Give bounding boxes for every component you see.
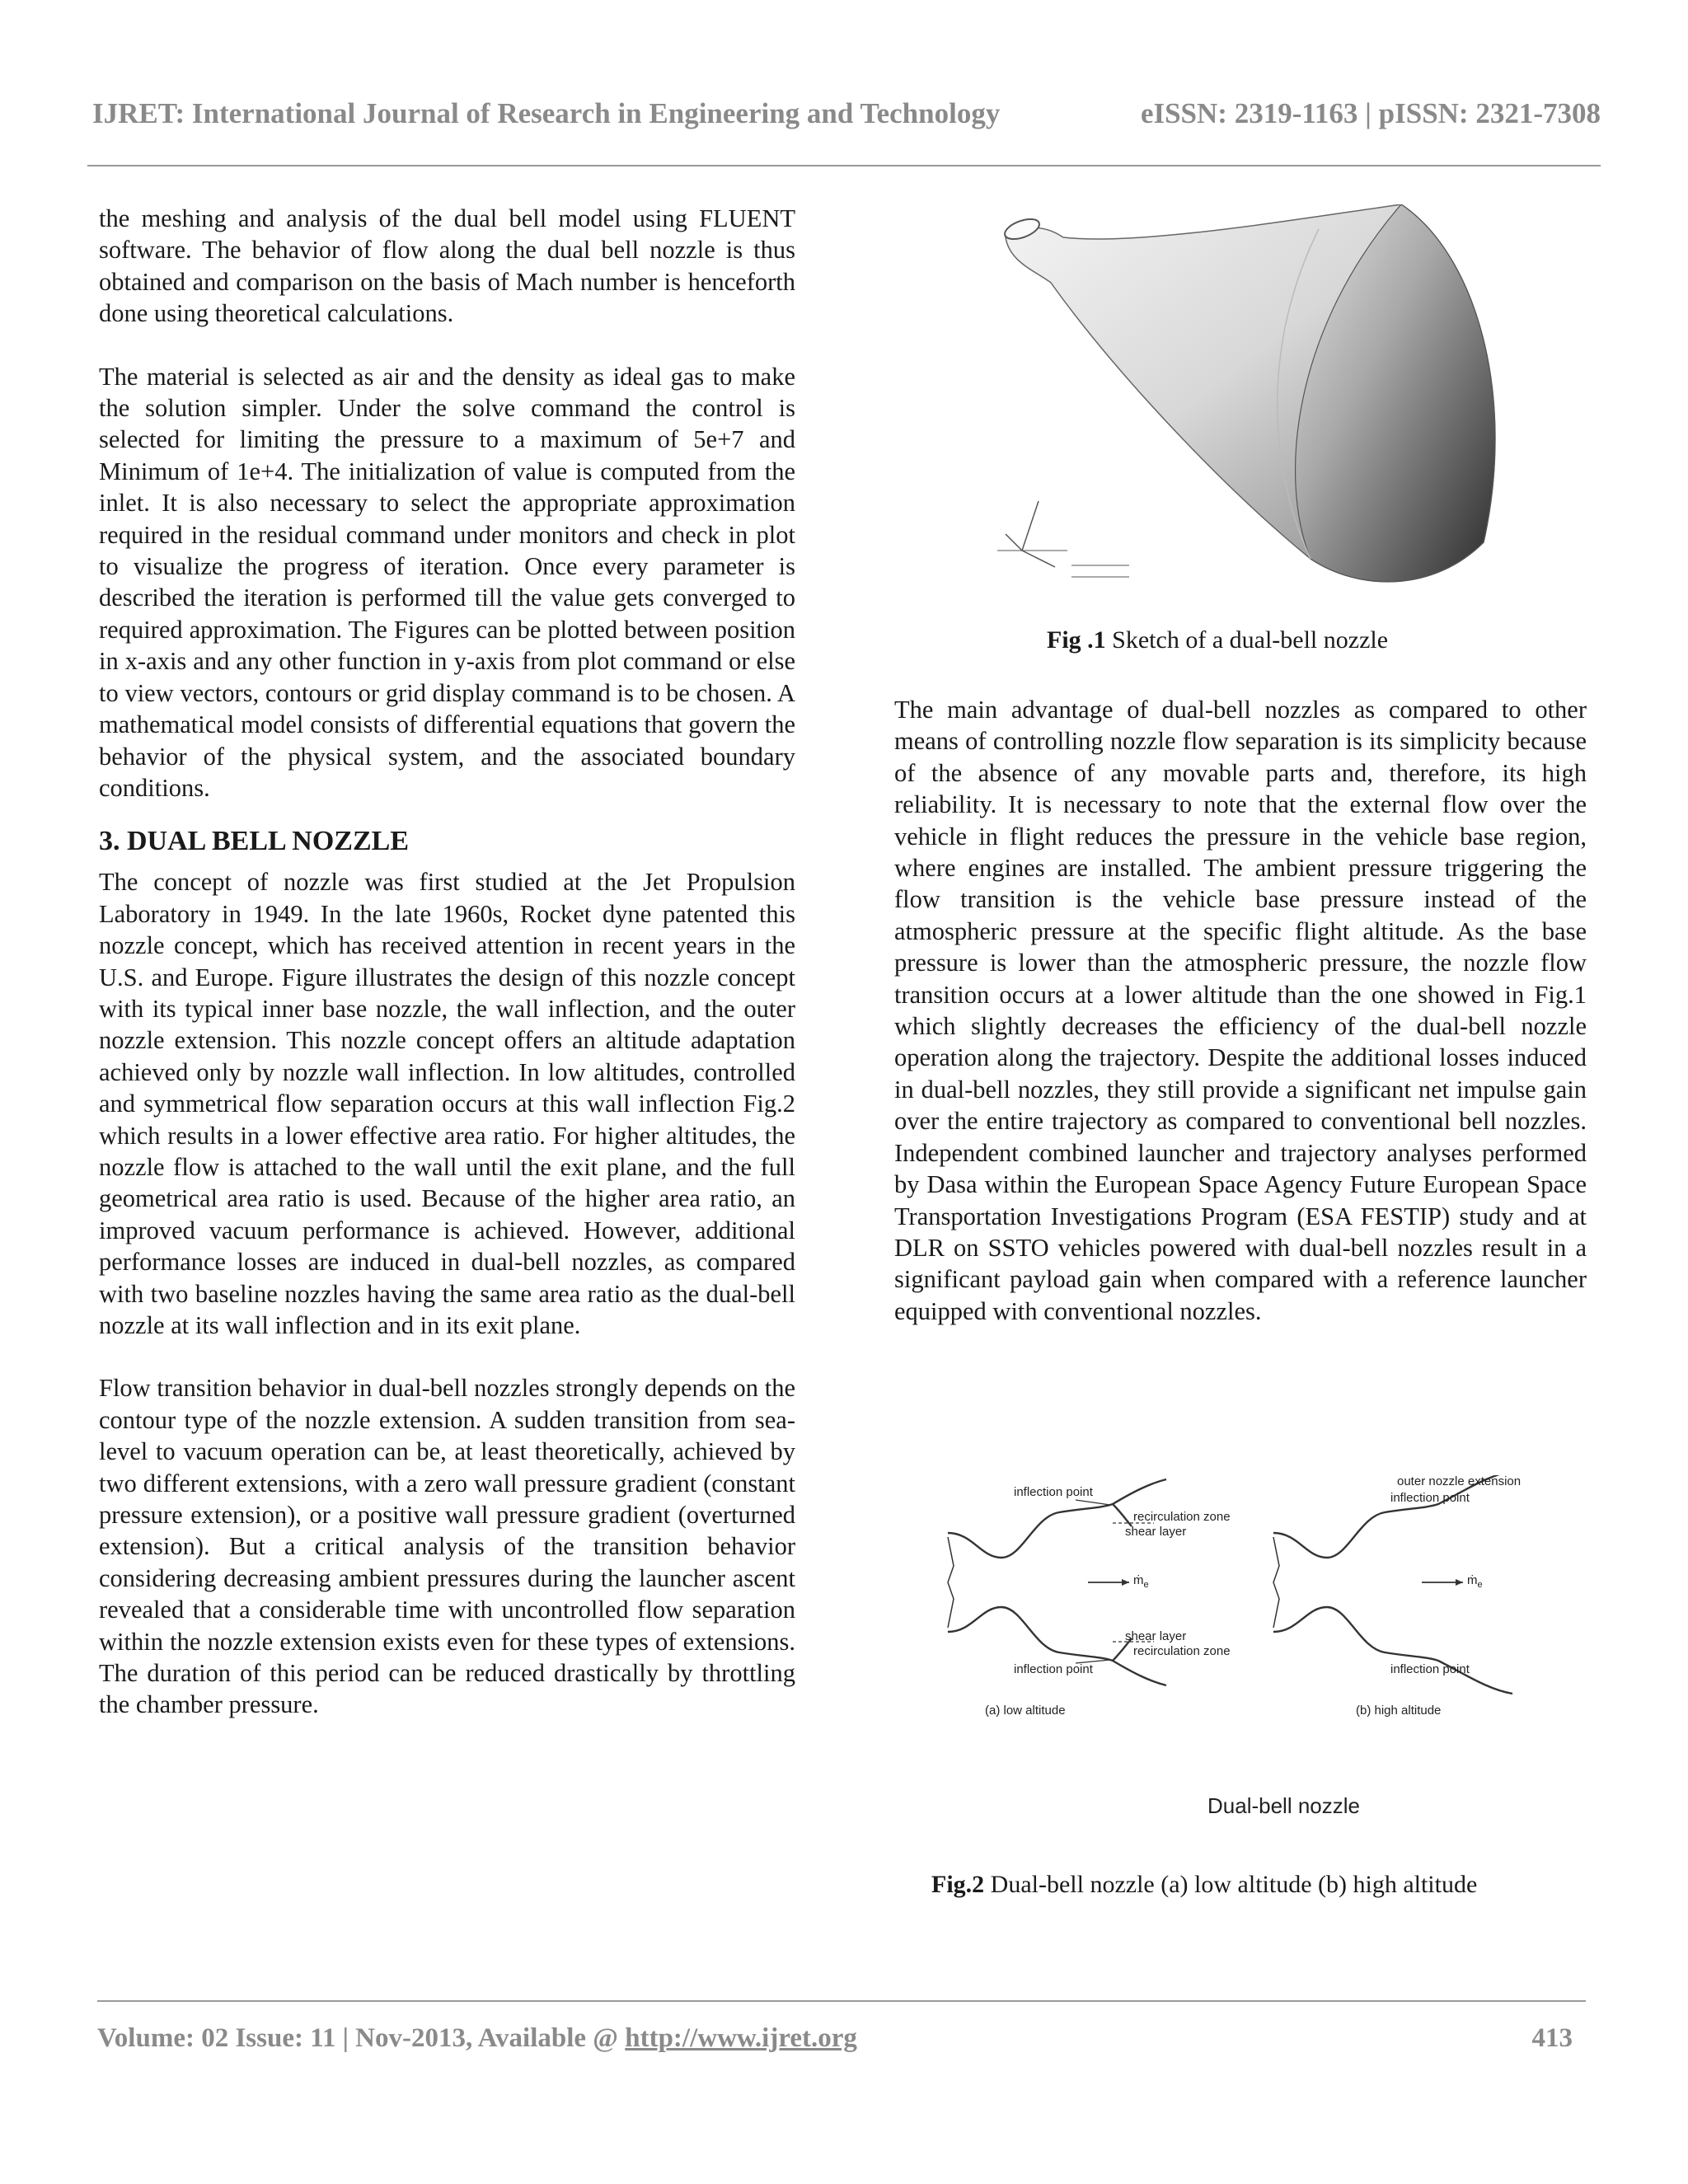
right-column <box>894 694 1587 1327</box>
footer-divider <box>97 2000 1586 2002</box>
fig2-label-inflection-top-a: inflection point <box>1014 1485 1093 1499</box>
fig2-label-mdot-a: ṁ$_e$ <box>1133 1573 1149 1590</box>
dual-bell-nozzle-diagram <box>935 1475 1537 1838</box>
fig2-title: Dual-bell nozzle <box>1207 1793 1360 1818</box>
fig2-label-recirculation-bottom: recirculation zone <box>1133 1644 1231 1658</box>
fig2-caption: Fig.2 Dual-bell nozzle (a) low altitude (b) high altitude <box>931 1871 1478 1898</box>
fig2-label-high-altitude: (b) high altitude <box>1356 1704 1442 1718</box>
fig2-label-shear-top: shear layer <box>1125 1525 1187 1539</box>
paragraph-advantage: The main advantage of dual-bell nozzles as compared to other means of controlling nozzle flow separation is its simplicity because of the absence of any movable parts and, therefore, its high reliability. It is necessary to note that the external flow over the vehicle in flight reduces the pressure in the vehicle base region, where engines are installed. The ambient pressure triggering the flow transition is the vehicle base pressure instead of the atmospheric pressure at the specific flight altitude. As the base pressure is lower than the atmospheric pressure, the nozzle flow transition occurs at a lower altitude than the one showed in Fig.1 which slightly decreases the efficiency of the dual-bell nozzle operation along the trajectory. Despite the additional losses induced in dual-bell nozzles, they still provide a significant net impulse gain over the entire trajectory as compared to conventional bell nozzles. Independent combined launcher and trajectory analyses performed by Dasa within the European Space Agency Future European Space Transportation Investigations Program (ESA FESTIP) study and at DLR on SSTO vehicles powered with dual-bell nozzles result in a significant payload gain when compared with a reference launcher equipped with conventional nozzles. <box>894 696 1587 1325</box>
page-footer <box>97 2023 1573 2054</box>
paragraph-material: The material is selected as air and the density as ideal gas to make the solution simpler. Under the solve command the control is selected for limiting the pressure to a maximum of 5e+7 and Minimum of 1e+4. The initialization of value is computed from the inlet. It is also necessary to select the appropriate approximation required in the residual command under monitors and check in plot to visualize the progress of iteration. Once every parameter is described the iteration is performed till the value gets converged to required approximation. The Figures can be plotted between position in x-axis and any other function in y-axis from plot command or else to view vectors, contours or grid display command is to be chosen. A mathematical model consists of differential equations that govern the behavior of the physical system, and the associated boundary conditions. <box>99 362 795 802</box>
journal-title: IJRET: International Journal of Research in Engineering and Technology <box>92 97 1001 129</box>
fig2-label-recirculation-top: recirculation zone <box>1133 1510 1231 1524</box>
fig1-caption: Fig .1 Sketch of a dual-bell nozzle <box>1047 626 1389 654</box>
journal-link[interactable]: http://www.ijret.org <box>625 2023 857 2053</box>
left-column <box>99 203 795 1721</box>
fig2-label-shear-bottom: shear layer <box>1125 1629 1187 1643</box>
section-heading: 3. DUAL BELL NOZZLE <box>99 826 410 857</box>
paragraph-concept: The concept of nozzle was first studied at the Jet Propulsion Laboratory in 1949. In the late 1960s, Rocket dyne patented this nozzle concept, which has received attention in recent years in the U.S. and Europe. Figure illustrates the design of this nozzle concept with its typical inner base nozzle, the wall inflection, and the outer nozzle extension. This nozzle concept offers an altitude adaptation achieved only by nozzle wall inflection. In low altitudes, controlled and symmetrical flow separation occurs at this wall inflection Fig.2 which results in a lower effective area ratio. For higher altitudes, the nozzle flow is attached to the wall until the exit plane, and the full geometrical area ratio is used. Because of the higher area ratio, an improved vacuum performance is achieved. However, additional performance losses are induced in dual-bell nozzles, as compared with two baseline nozzles having the same area ratio as the dual-bell nozzle at its wall inflection and in its exit plane. <box>99 868 795 1339</box>
fig2-label-outer-extension: outer nozzle extension <box>1397 1475 1522 1488</box>
header-divider <box>87 165 1601 166</box>
fig2-label-inflection-bottom-a: inflection point <box>1014 1662 1093 1676</box>
paragraph-meshing: the meshing and analysis of the dual bell model using FLUENT software. The behavior of flow along the dual bell nozzle is thus obtained and comparison on the basis of Mach number is henceforth done using theoretical calculations. <box>99 204 795 328</box>
paragraph-flow-transition: Flow transition behavior in dual-bell nozzles strongly depends on the contour type of the nozzle extension. A sudden transition from sea-level to vacuum operation can be, at least theoretically, achieved by two different extensions, with a zero wall pressure gradient (constant pressure extension), or a positive wall pressure gradient (overturned extension). But a critical analysis of the transition behavior considering decreasing ambient pressures during the launcher ascent revealed that a considerable time with uncontrolled flow separation within the nozzle extension exists even for these types of extensions. The duration of this period can be reduced drastically by throttling the chamber pressure. <box>99 1374 795 1719</box>
page-number: 413 <box>1531 2023 1573 2053</box>
fig2-label-mdot-b: ṁ$_e$ <box>1467 1573 1483 1590</box>
footer-volume: Volume: 02 Issue: 11 | Nov-2013, Available @ http://www.ijret.org <box>97 2023 857 2053</box>
fig2-label-inflection-top-b: inflection point <box>1390 1491 1470 1505</box>
dual-bell-nozzle-sketch <box>973 204 1550 616</box>
issn-info: eISSN: 2319-1163 | pISSN: 2321-7308 <box>1140 97 1601 129</box>
page-header <box>92 97 1601 130</box>
fig2-label-low-altitude: (a) low altitude <box>985 1704 1066 1718</box>
axis-triad-icon <box>997 501 1067 567</box>
fig2-label-inflection-bottom-b: inflection point <box>1390 1662 1470 1676</box>
